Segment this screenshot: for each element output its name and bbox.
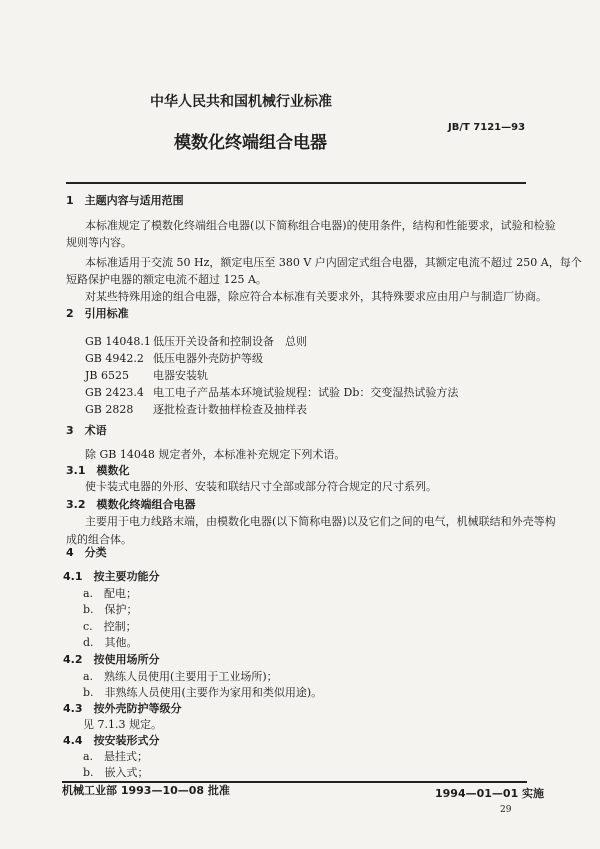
header-rule xyxy=(66,182,526,184)
list-item: a. 配电； xyxy=(83,587,138,600)
ref-code: GB 2828 xyxy=(85,403,134,416)
paragraph: 规则等内容。 xyxy=(66,236,132,249)
ref-title: 低压开关设备和控制设备 总则 xyxy=(153,335,307,348)
approval-note: 机械工业部 1993—10—08 批准 xyxy=(62,784,230,797)
standard-code: JB/T 7121—93 xyxy=(448,122,526,133)
subsection-heading: 4.2 按使用场所分 xyxy=(63,653,160,666)
ref-title: 低压电器外壳防护等级 xyxy=(153,352,263,365)
term-definition: 成的组合体。 xyxy=(66,533,132,546)
ref-code: GB 4942.2 xyxy=(85,352,144,365)
list-item: b. 保护； xyxy=(83,603,138,616)
paragraph: 对某些特殊用途的组合电器，除应符合本标准有关要求外，其特殊要求应由用户与制造厂协商。 xyxy=(85,290,547,303)
paragraph: 见 7.1.3 规定。 xyxy=(83,718,162,731)
paragraph: 短路保护电器的额定电流不超过 125 A。 xyxy=(66,273,267,286)
list-item: a. 熟练人员使用(主要用于工业场所)； xyxy=(83,670,278,683)
list-item: d. 其他。 xyxy=(83,636,138,649)
paragraph: 本标准适用于交流 50 Hz，额定电压至 380 V 户内固定式组合电器，其额定电流不超过 250 A，每个 xyxy=(85,256,582,269)
subsection-heading: 4.1 按主要功能分 xyxy=(63,570,160,583)
page-title: 模数化终端组合电器 xyxy=(174,133,327,153)
paragraph: 本标准规定了模数化终端组合电器(以下简称组合电器)的使用条件，结构和性能要求，试验和检验 xyxy=(85,219,556,232)
term-heading: 3.2 模数化终端组合电器 xyxy=(66,498,196,511)
page-number: 29 xyxy=(500,805,512,815)
ref-title: 逐批检查计数抽样检查及抽样表 xyxy=(153,403,307,416)
ref-code: GB 14048.1 xyxy=(85,335,151,348)
subsection-heading: 4.3 按外壳防护等级分 xyxy=(63,702,182,715)
ref-title: 电器安装轨 xyxy=(153,369,208,382)
list-item: b. 非熟练人员使用(主要作为家用和类似用途)。 xyxy=(83,686,323,699)
effective-date: 1994—01—01 实施 xyxy=(435,787,545,800)
paragraph: 除 GB 14048 规定者外，本标准补充规定下列术语。 xyxy=(85,448,346,461)
section-2-heading: 2 引用标准 xyxy=(66,307,129,320)
ref-code: JB 6525 xyxy=(85,369,129,382)
footer-rule xyxy=(62,781,527,783)
term-definition: 主要用于电力线路末端，由模数化电器(以下简称电器)以及它们之间的电气，机械联结和外壳等构 xyxy=(85,515,556,528)
term-heading: 3.1 模数化 xyxy=(66,464,130,477)
section-4-heading: 4 分类 xyxy=(66,546,107,559)
list-item: c. 控制； xyxy=(83,620,137,633)
list-item: a. 悬挂式； xyxy=(83,750,149,763)
issuing-org: 中华人民共和国机械行业标准 xyxy=(150,94,332,110)
list-item: b. 嵌入式； xyxy=(83,766,149,779)
section-1-heading: 1 主题内容与适用范围 xyxy=(66,194,184,207)
ref-title: 电工电子产品基本环境试验规程：试验 Db：交变湿热试验方法 xyxy=(153,386,459,399)
term-definition: 使卡装式电器的外形、安装和联结尺寸全部或部分符合规定的尺寸系列。 xyxy=(85,480,437,493)
section-3-heading: 3 术语 xyxy=(66,424,107,437)
ref-code: GB 2423.4 xyxy=(85,386,144,399)
subsection-heading: 4.4 按安装形式分 xyxy=(63,734,160,747)
